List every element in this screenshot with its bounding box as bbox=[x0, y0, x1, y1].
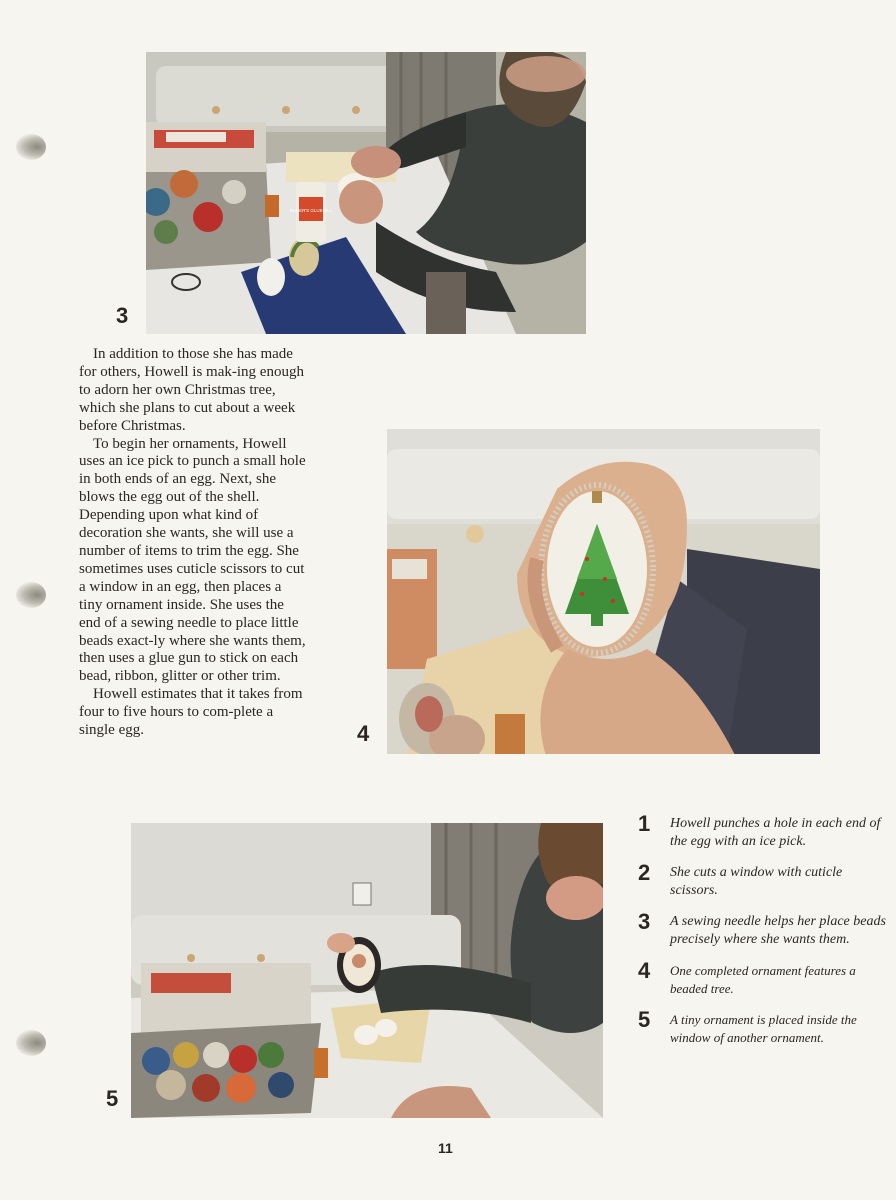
figure-number-5: 5 bbox=[106, 1086, 119, 1111]
caption-text: A tiny ornament is placed inside the window of another ornament. bbox=[670, 1012, 857, 1045]
body-paragraph: To begin her ornaments, Howell uses an ice pick to punch a small hole in both ends of an egg. Next, she blows the egg out of the shell. Depending upon what kind of decoration she wants, she will use a number of items to trim the egg. She sometimes uses cuticle scissors to cut a window in an egg, then places a tiny ornament inside. She uses the end of a sewing needle to place little beads exact-ly where she wants them, then uses a glue gun to stick on each bead, ribbon, glitter or other trim. bbox=[79, 435, 306, 685]
caption-number: 2 bbox=[638, 860, 651, 885]
photo-captions bbox=[638, 811, 890, 1060]
caption-number: 3 bbox=[638, 909, 651, 934]
caption-1 bbox=[638, 811, 890, 850]
caption-3 bbox=[638, 909, 890, 948]
page-number: 11 bbox=[438, 1140, 453, 1156]
caption-5 bbox=[638, 1007, 890, 1046]
caption-4 bbox=[638, 958, 890, 997]
caption-text: A sewing needle helps her place beads precisely where she wants them. bbox=[670, 914, 886, 947]
article-body bbox=[79, 346, 307, 740]
photo-3 bbox=[146, 52, 586, 334]
photo-5 bbox=[131, 823, 603, 1118]
body-paragraph: In addition to those she has made for others, Howell is mak-ing enough to adorn her own Christmas tree, which she plans to cut about a week before Christmas. bbox=[79, 346, 304, 434]
caption-text: She cuts a window with cuticle scissors. bbox=[670, 865, 843, 898]
body-paragraph: Howell estimates that it takes from four to five hours to com-plete a single egg. bbox=[79, 686, 303, 739]
caption-number: 5 bbox=[638, 1007, 651, 1032]
binder-hole-top bbox=[16, 134, 46, 160]
figure-number-3: 3 bbox=[116, 303, 129, 328]
caption-text: Howell punches a hole in each end of the egg with an ice pick. bbox=[670, 816, 881, 849]
binder-hole-bottom bbox=[16, 1030, 46, 1056]
binder-hole-middle bbox=[16, 582, 46, 608]
caption-number: 4 bbox=[638, 958, 651, 983]
caption-2 bbox=[638, 860, 890, 899]
glue-bottle-label: ELMER'S GLUE-ALL bbox=[289, 208, 333, 213]
caption-number: 1 bbox=[638, 811, 651, 836]
caption-text: One completed ornament features a beaded tree. bbox=[670, 963, 856, 996]
photo-4 bbox=[387, 429, 820, 754]
figure-number-4: 4 bbox=[357, 721, 370, 746]
